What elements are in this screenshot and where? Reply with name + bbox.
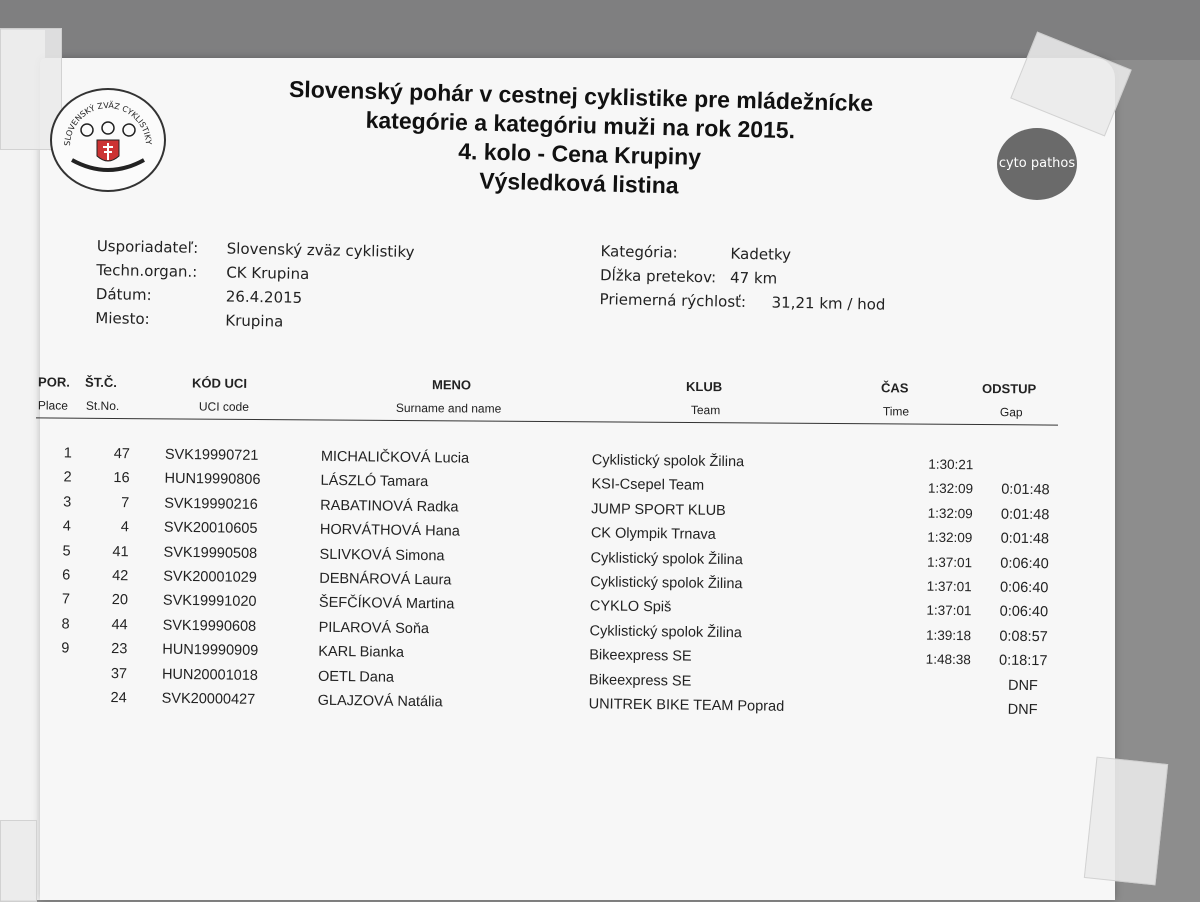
cell-start-number: 16: [105, 470, 129, 486]
cell-team: UNITREK BIKE TEAM Poprad: [589, 696, 785, 715]
cell-gap: DNF: [988, 677, 1058, 694]
cell-gap: 0:01:48: [990, 506, 1060, 523]
cell-rider-name: KARL Bianka: [318, 644, 404, 661]
header-name-en: Surname and name: [396, 401, 502, 416]
cell-rider-name: ŠEFČÍKOVÁ Martina: [319, 595, 455, 613]
cell-gap: [991, 458, 1061, 459]
cell-start-number: 20: [104, 592, 128, 608]
info-label: Techn.organ.:: [96, 261, 197, 281]
cell-team: Bikeexpress SE: [589, 647, 692, 664]
cell-place: 3: [57, 494, 71, 510]
cell-gap: 0:06:40: [989, 604, 1059, 621]
cell-time: 1:37:01: [904, 578, 994, 594]
info-label: Dĺžka pretekov:: [600, 266, 716, 286]
cell-team: KSI-Csepel Team: [591, 477, 704, 494]
info-value: Slovenský zväz cyklistiky: [227, 239, 415, 261]
cytopathos-logo-text: cyto pathos: [999, 157, 1075, 171]
cell-team: Bikeexpress SE: [589, 672, 692, 689]
header-st-en: St.No.: [86, 399, 119, 413]
cell-start-number: 41: [105, 543, 129, 559]
results-rows: [32, 445, 1065, 727]
cell-place: 1: [58, 445, 72, 461]
cell-uci-code: HUN19990806: [164, 471, 260, 488]
info-value: Kadetky: [730, 245, 791, 264]
document-title: [229, 73, 932, 206]
cell-uci-code: SVK19990508: [164, 544, 258, 561]
cell-time: [903, 676, 993, 677]
cell-start-number: 47: [106, 446, 130, 462]
cell-gap: 0:08:57: [988, 628, 1058, 645]
info-label: Priemerná rýchlosť:: [599, 290, 746, 311]
title-line-4: Výsledková listina: [229, 160, 929, 206]
info-value: Krupina: [225, 311, 283, 330]
cell-team: Cyklistický spolok Žilina: [590, 574, 742, 592]
header-gap: ODSTUP: [982, 381, 1036, 396]
cell-time: [903, 700, 993, 701]
cell-start-number: 23: [103, 641, 127, 657]
svg-text:SLOVENSKÝ ZVÄZ CYKLISTIKY: [63, 100, 153, 146]
header-time: ČAS: [881, 380, 909, 395]
cell-uci-code: SVK20000427: [162, 691, 256, 708]
wall-background: [0, 0, 1200, 60]
info-value: CK Krupina: [226, 263, 309, 283]
cell-start-number: 44: [104, 617, 128, 633]
cell-team: JUMP SPORT KLUB: [591, 501, 726, 519]
info-value: 31,21 km / hod: [771, 293, 885, 313]
header-team: KLUB: [686, 379, 722, 394]
info-label: Miesto:: [95, 309, 150, 328]
cell-gap: DNF: [988, 701, 1058, 718]
cell-start-number: 24: [103, 690, 127, 706]
cell-rider-name: RABATINOVÁ Radka: [320, 498, 459, 516]
cell-team: CYKLO Spiš: [590, 599, 672, 616]
info-value: 47 km: [730, 269, 777, 288]
cell-uci-code: SVK19990608: [163, 617, 257, 634]
cell-gap: 0:01:48: [990, 531, 1060, 548]
table-header: [36, 371, 1066, 418]
cell-place: 9: [55, 640, 69, 656]
cell-start-number: 4: [105, 519, 129, 535]
cell-gap: 0:01:48: [990, 482, 1060, 499]
title-line-1: Slovenský pohár v cestnej cyklistike pre mládežnícke: [231, 73, 931, 119]
cell-rider-name: SLIVKOVÁ Simona: [319, 546, 444, 564]
cell-team: CK Olympik Trnava: [591, 525, 716, 543]
header-place: POR.: [38, 374, 70, 389]
cell-time: 1:37:01: [904, 603, 994, 619]
cell-uci-code: SVK20001029: [163, 569, 257, 586]
cell-place: 8: [56, 616, 70, 632]
header-place-en: Place: [38, 398, 68, 412]
cell-place: 4: [57, 518, 71, 534]
cytopathos-logo: [997, 128, 1077, 200]
cell-start-number: 37: [103, 665, 127, 681]
cell-rider-name: LÁSZLÓ Tamara: [320, 473, 428, 490]
header-team-en: Team: [691, 403, 720, 417]
cell-time: 1:48:38: [903, 651, 993, 667]
cell-gap: 0:06:40: [989, 579, 1059, 596]
cell-uci-code: SVK19990721: [165, 447, 259, 464]
cell-rider-name: HORVÁTHOVÁ Hana: [320, 522, 460, 540]
tape-bottom-left: [0, 820, 37, 902]
cell-team: Cyklistický spolok Žilina: [590, 623, 742, 641]
cell-team: Cyklistický spolok Žilina: [590, 550, 742, 568]
cell-rider-name: GLAJZOVÁ Natália: [318, 693, 443, 711]
cell-time: 1:32:09: [905, 505, 995, 521]
header-uci-en: UCI code: [199, 400, 249, 414]
results-table: [36, 375, 1066, 415]
cell-rider-name: MICHALIČKOVÁ Lucia: [321, 449, 469, 467]
cell-place: 5: [57, 543, 71, 559]
cell-start-number: 42: [104, 568, 128, 584]
cell-gap: 0:06:40: [989, 555, 1059, 572]
info-label: Usporiadateľ:: [97, 237, 199, 257]
race-info: [599, 242, 1000, 322]
cell-rider-name: PILAROVÁ Soňa: [319, 619, 430, 636]
header-name: MENO: [432, 377, 471, 392]
cell-time: 1:32:09: [905, 530, 995, 546]
cell-team: Cyklistický spolok Žilina: [592, 452, 744, 470]
info-label: Dátum:: [96, 285, 152, 304]
cell-uci-code: SVK19990216: [164, 495, 258, 512]
header-uci: KÓD UCI: [192, 375, 247, 390]
cycling-federation-logo: [50, 88, 166, 192]
header-st: ŠT.Č.: [85, 375, 117, 390]
cell-time: 1:37:01: [904, 554, 994, 570]
cell-gap: 0:18:17: [988, 653, 1058, 670]
cell-time: 1:39:18: [903, 627, 993, 643]
cell-place: 6: [56, 567, 70, 583]
cell-place: 2: [57, 470, 71, 486]
info-label: Kategória:: [600, 242, 677, 261]
header-time-en: Time: [883, 404, 909, 418]
tape-bottom-right: [1084, 757, 1168, 886]
cell-start-number: 7: [105, 495, 129, 511]
logo-arc-text: SLOVENSKÝ ZVÄZ CYKLISTIKY: [63, 100, 153, 146]
cell-time: 1:30:21: [906, 456, 996, 472]
cell-place: 7: [56, 592, 70, 608]
organizer-info: [95, 237, 517, 341]
cell-time: 1:32:09: [905, 481, 995, 497]
cell-uci-code: HUN20001018: [162, 666, 258, 683]
cell-uci-code: SVK20010605: [164, 520, 258, 537]
title-line-3: 4. kolo - Cena Krupiny: [229, 131, 929, 177]
header-gap-en: Gap: [1000, 405, 1023, 419]
cell-uci-code: HUN19990909: [162, 642, 258, 659]
title-line-2: kategórie a kategóriu muži na rok 2015.: [230, 102, 930, 148]
info-value: 26.4.2015: [226, 287, 303, 306]
cell-rider-name: DEBNÁROVÁ Laura: [319, 571, 451, 589]
cell-uci-code: SVK19991020: [163, 593, 257, 610]
cell-rider-name: OETL Dana: [318, 668, 394, 685]
